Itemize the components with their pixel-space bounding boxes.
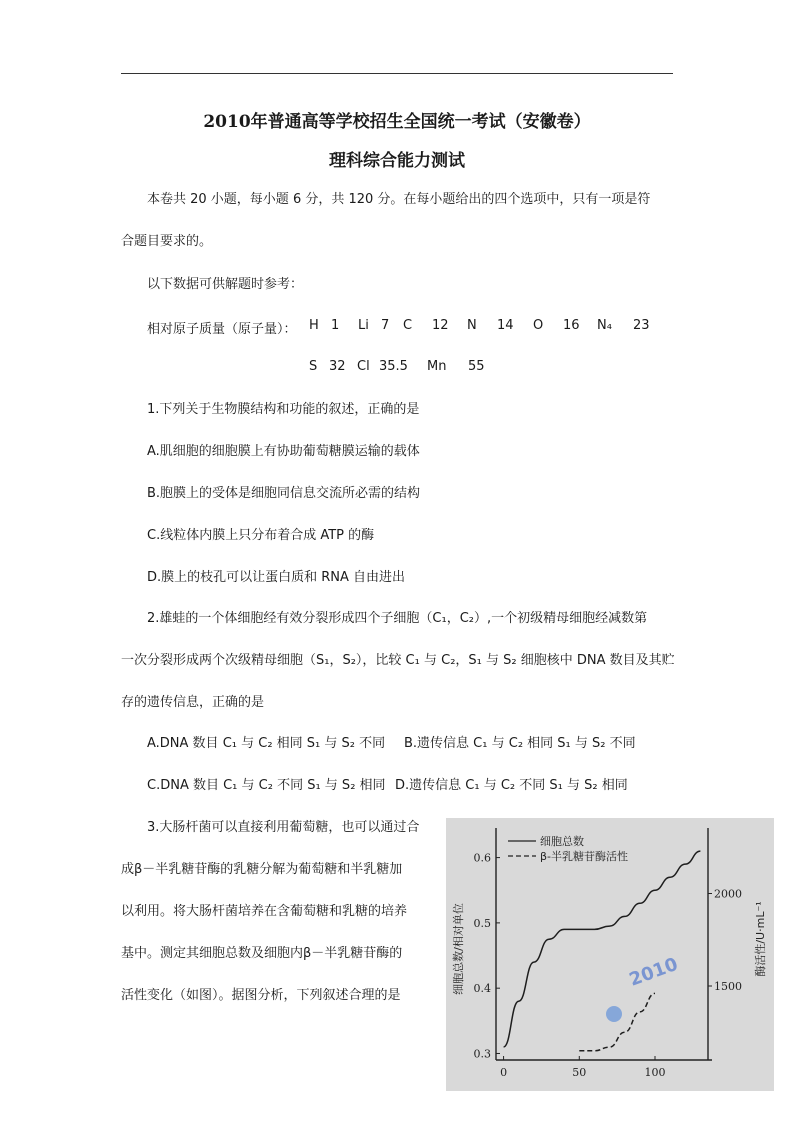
top-rule <box>121 73 673 74</box>
q2-option-c: C.DNA 数目 C₁ 与 C₂ 不同 S₁ 与 S₂ 相同 <box>147 778 386 793</box>
q2-option-b: B.遗传信息 C₁ 与 C₂ 相同 S₁ 与 S₂ 不同 <box>404 736 636 751</box>
y-left-tick-label: 0.4 <box>473 982 491 996</box>
q1-option-b: B.胞膜上的受体是细胞同信息交流所必需的结构 <box>147 486 421 501</box>
q2-option-a: A.DNA 数目 C₁ 与 C₂ 相同 S₁ 与 S₂ 不同 <box>147 736 386 751</box>
mass-item: O <box>533 318 544 333</box>
mass-item: 35.5 <box>379 359 408 374</box>
y-left-axis-label: 细胞总数/相对单位 <box>452 903 465 995</box>
mass-item: Cl <box>357 359 370 374</box>
x-tick-label: 100 <box>644 1066 666 1079</box>
q3-stem-line-3: 以利用。将大肠杆菌培养在含葡萄糖和乳糖的培养 <box>121 904 408 919</box>
q3-stem-line-5: 活性变化（如图）。据图分析，下列叙述合理的是 <box>121 988 401 1003</box>
mass-item: N₄ <box>597 318 612 333</box>
q1-option-d: D.膜上的枝孔可以让蛋白质和 RNA 自由进出 <box>147 570 406 585</box>
atomic-mass-row-2 <box>309 359 509 377</box>
q1-stem: 1.下列关于生物膜结构和功能的叙述，正确的是 <box>147 402 420 417</box>
mass-item: 23 <box>633 318 650 333</box>
x-tick-label: 50 <box>572 1066 587 1079</box>
q2-stem-line-1: 2.雄蛙的一个体细胞经有效分裂形成四个子细胞（C₁，C₂）,一个初级精母细胞经减数第 <box>147 611 648 626</box>
y-right-tick-label: 1500 <box>714 980 742 993</box>
mass-item: 16 <box>563 318 580 333</box>
y-right-tick-label: 2000 <box>714 887 742 901</box>
legend-label: 细胞总数 <box>540 835 584 848</box>
mass-item: 7 <box>381 318 390 333</box>
q3-figure <box>446 818 774 1091</box>
atomic-mass-row-1 <box>147 318 687 336</box>
q3-stem-line-4: 基中。测定其细胞总数及细胞内β－半乳糖苷酶的 <box>121 946 403 961</box>
atomic-mass-label: 相对原子质量（原子量）： <box>147 322 297 337</box>
q3-stem-line-1: 3.大肠杆菌可以直接利用葡萄糖，也可以通过合 <box>147 820 420 835</box>
q3-stem-line-2: 成β－半乳糖苷酶的乳糖分解为葡萄糖和半乳糖加 <box>121 862 403 877</box>
watermark-logo-icon <box>606 1006 622 1022</box>
legend-label: β-半乳糖苷酶活性 <box>540 850 628 863</box>
q2-option-d: D.遗传信息 C₁ 与 C₂ 不同 S₁ 与 S₂ 相同 <box>395 778 628 793</box>
mass-item: 55 <box>468 359 485 374</box>
q1-option-c: C.线粒体内膜上只分布着合成 ATP 的酶 <box>147 528 375 543</box>
mass-item: H <box>309 318 319 333</box>
intro-line-2: 合题目要求的。 <box>121 234 213 249</box>
growth-enzyme-chart <box>446 818 774 1091</box>
reference-note: 以下数据可供解题时参考： <box>147 277 304 292</box>
mass-item: 12 <box>432 318 449 333</box>
mass-item: S <box>309 359 318 374</box>
page-subtitle: 理科综合能力测试 <box>329 151 465 171</box>
mass-item: 32 <box>329 359 346 374</box>
mass-item: Mn <box>427 359 447 374</box>
mass-item: N <box>467 318 477 333</box>
y-left-tick-label: 0.3 <box>473 1047 491 1061</box>
y-right-axis-label: 酶活性/U·mL⁻¹ <box>754 901 767 977</box>
mass-item: 14 <box>497 318 514 333</box>
y-left-tick-label: 0.5 <box>473 916 491 930</box>
q2-stem-line-2: 一次分裂形成两个次级精母细胞（S₁，S₂），比较 C₁ 与 C₂，S₁ 与 S₂ 细胞核中 DNA 数目及其贮 <box>121 653 675 668</box>
mass-item: C <box>403 318 413 333</box>
enzyme-activity-line <box>579 993 655 1050</box>
mass-item: Li <box>358 318 369 333</box>
y-left-tick-label: 0.6 <box>473 851 491 865</box>
cell-count-line <box>504 851 701 1047</box>
q2-stem-line-3: 存的遗传信息，正确的是 <box>121 695 265 710</box>
mass-item: 1 <box>331 318 340 333</box>
watermark-text: 2010 <box>626 953 681 991</box>
x-tick-label: 0 <box>500 1066 508 1079</box>
page-title: 2010年普通高等学校招生全国统一考试（安徽卷） <box>203 112 591 132</box>
intro-line-1: 本卷共 20 小题，每小题 6 分，共 120 分。在每小题给出的四个选项中，只有一项是符 <box>147 192 651 207</box>
q1-option-a: A.肌细胞的细胞膜上有协助葡萄糖膜运输的载体 <box>147 444 420 459</box>
